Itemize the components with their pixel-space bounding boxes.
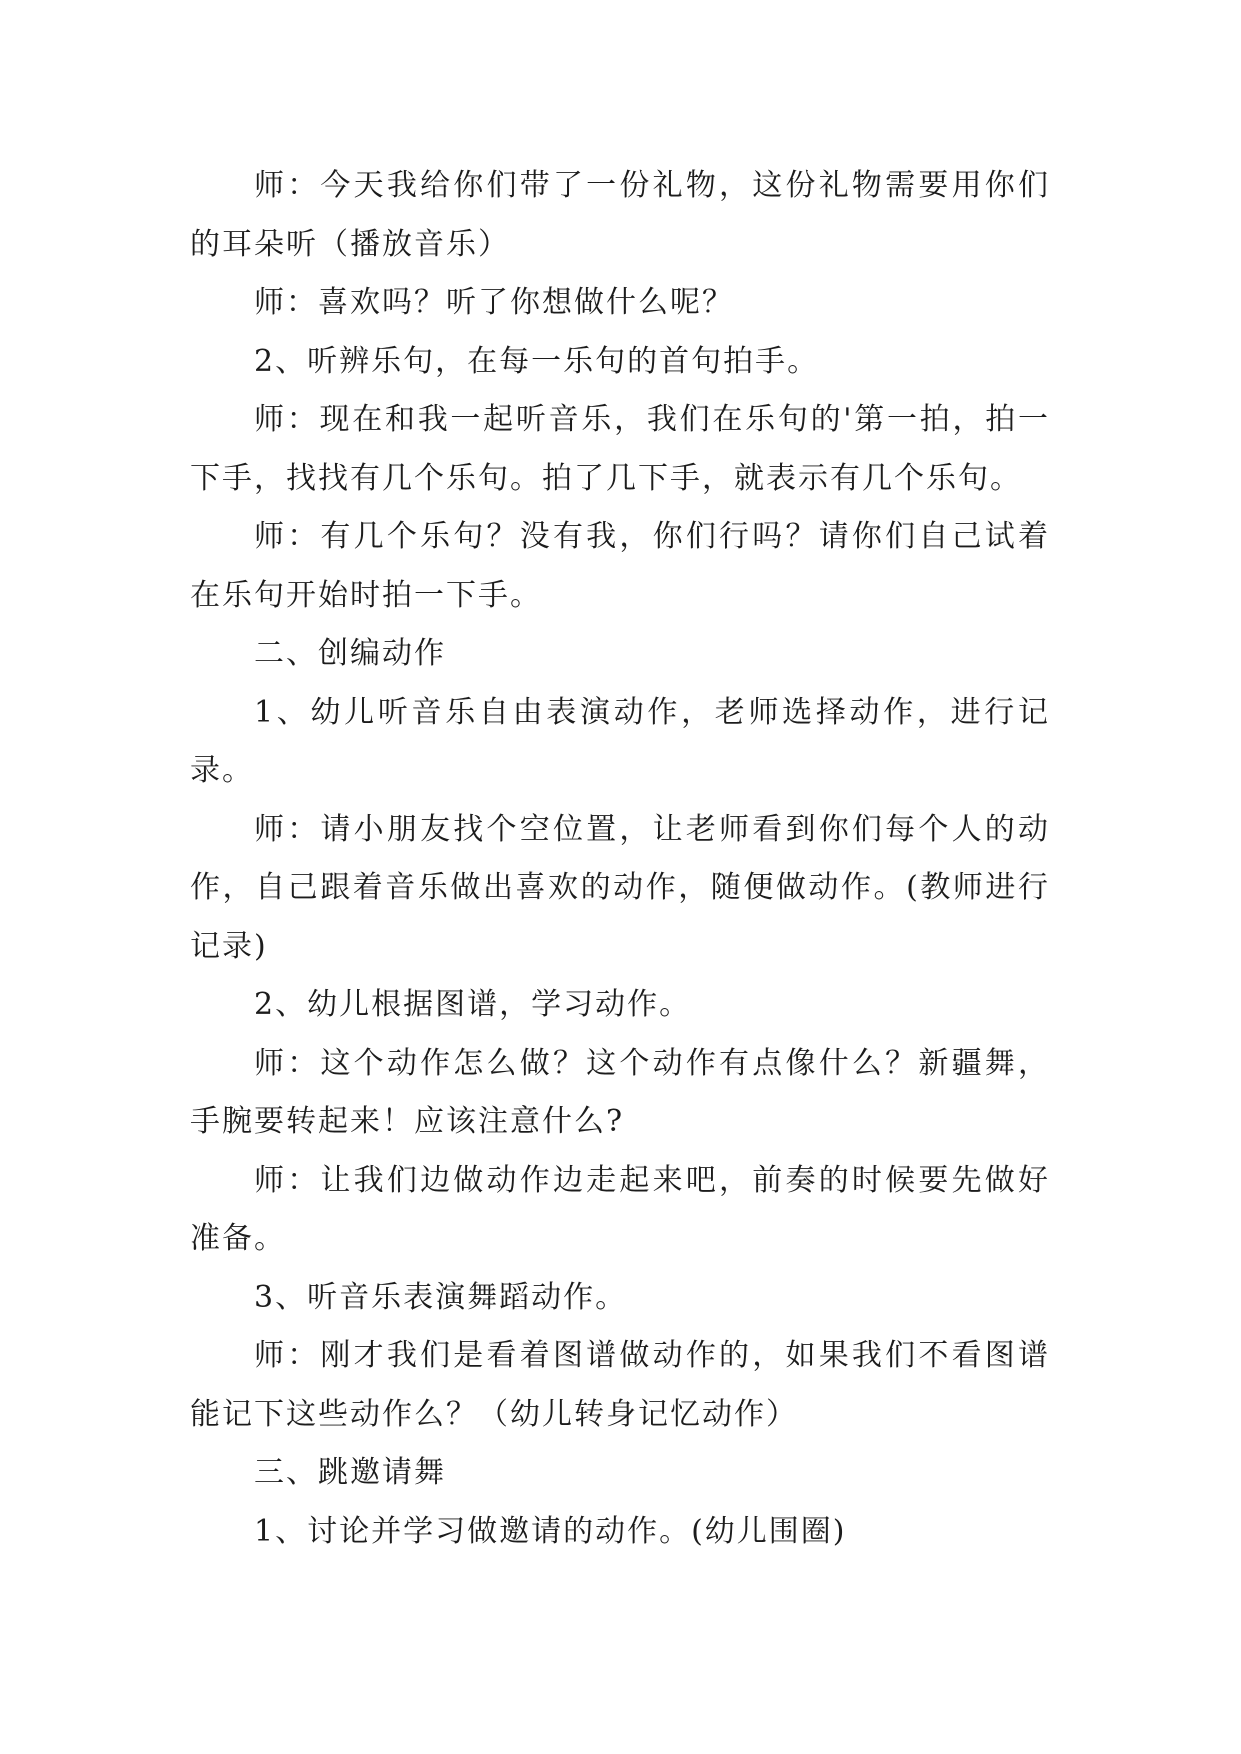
document-body xyxy=(190,157,1050,1561)
paragraph-15: 1、讨论并学习做邀请的动作。(幼儿围圈) xyxy=(254,1513,847,1549)
paragraph-4: 师：现在和我一起听音乐，我们在乐句的'第一拍，拍一下手，找找有几个乐句。拍了几下手，就表示有几个乐句。 xyxy=(190,402,1050,496)
paragraph-7: 1、幼儿听音乐自由表演动作，老师选择动作，进行记录。 xyxy=(190,694,1050,788)
paragraph-11: 师：让我们边做动作边走起来吧，前奏的时候要先做好准备。 xyxy=(190,1162,1050,1256)
paragraph-12: 3、听音乐表演舞蹈动作。 xyxy=(254,1279,628,1315)
section-heading-2: 二、创编动作 xyxy=(254,636,446,671)
paragraph-3: 2、听辨乐句，在每一乐句的首句拍手。 xyxy=(254,343,820,379)
paragraph-9: 2、幼儿根据图谱，学习动作。 xyxy=(254,987,692,1022)
section-heading-3: 三、跳邀请舞 xyxy=(254,1455,446,1490)
paragraph-5: 师：有几个乐句？没有我，你们行吗？请你们自己试着在乐句开始时拍一下手。 xyxy=(190,519,1050,613)
paragraph-13: 师：刚才我们是看着图谱做动作的，如果我们不看图谱能记下这些动作么？（幼儿转身记忆动作） xyxy=(190,1338,1050,1432)
paragraph-2: 师：喜欢吗？听了你想做什么呢？ xyxy=(254,285,734,320)
paragraph-1: 师：今天我给你们带了一份礼物，这份礼物需要用你们的耳朵听（播放音乐） xyxy=(190,168,1050,262)
paragraph-10: 师：这个动作怎么做？这个动作有点像什么？新疆舞，手腕要转起来！应该注意什么? xyxy=(190,1045,1050,1139)
paragraph-8: 师：请小朋友找个空位置，让老师看到你们每个人的动作，自己跟着音乐做出喜欢的动作，随便做动作。(教师进行记录) xyxy=(190,811,1050,964)
